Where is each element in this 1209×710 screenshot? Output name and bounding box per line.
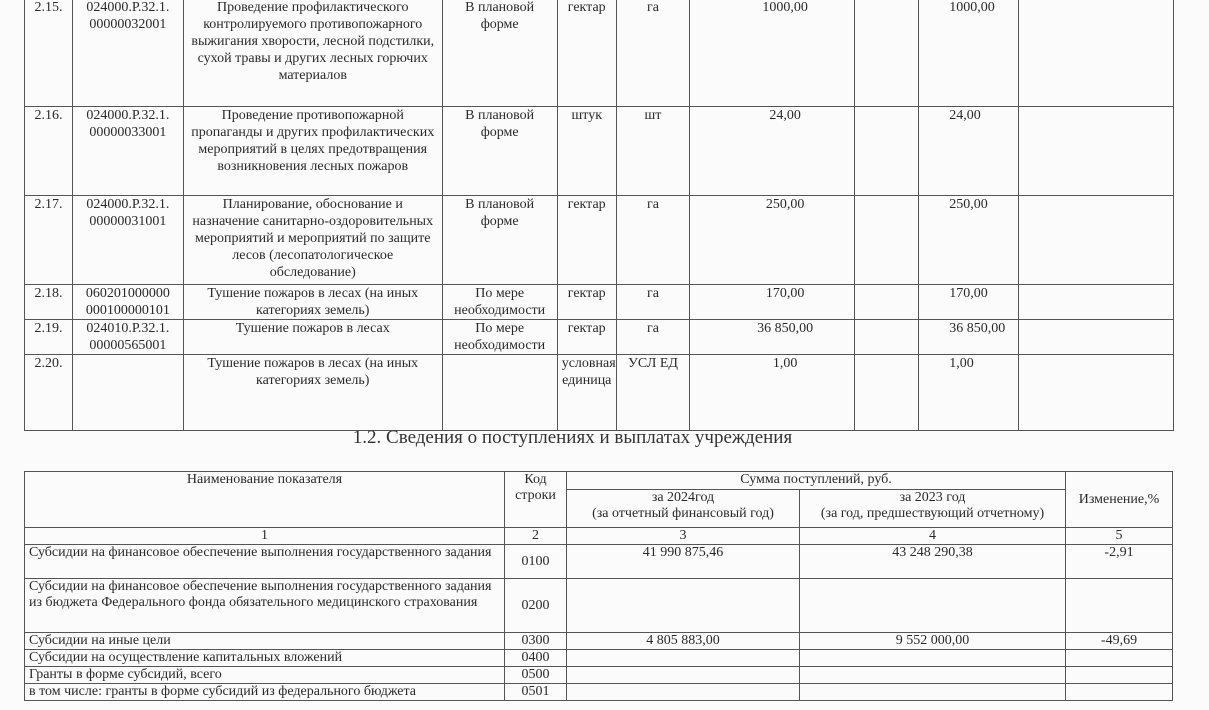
sum-2024: 4 805 883,00 [567, 633, 800, 650]
service-code: 024000.Р.32.1. 00000032001 [72, 0, 183, 107]
header-2024 [567, 490, 800, 528]
empty-cell [855, 196, 919, 285]
header-2024-sub: (за отчетный финансовый год) [592, 506, 774, 521]
column-number: 1 [25, 528, 505, 545]
service-code: 024000.Р.32.1. 00000033001 [72, 107, 183, 196]
change-percent [1066, 684, 1173, 701]
service-name: Тушение пожаров в лесах [183, 320, 442, 355]
change-percent: -2,91 [1066, 545, 1173, 579]
line-code: 0100 [505, 545, 567, 579]
change-percent [1066, 650, 1173, 667]
service-form: По мере необходимости [442, 285, 557, 320]
value-plan: 24,00 [690, 107, 855, 196]
service-row [25, 107, 1174, 196]
value-plan: 36 850,00 [690, 320, 855, 355]
empty-cell [855, 320, 919, 355]
sum-2024 [567, 579, 800, 633]
service-row [25, 320, 1174, 355]
value-fact: 250,00 [919, 196, 1019, 285]
sum-2024 [567, 650, 800, 667]
empty-cell [855, 355, 919, 431]
service-form [442, 355, 557, 431]
service-form: В плановой форме [442, 0, 557, 107]
receipts-table [24, 471, 1173, 701]
unit-name: гектар [557, 0, 616, 107]
sum-2023 [800, 667, 1066, 684]
column-number: 3 [567, 528, 800, 545]
header-2023-sub: (за год, предшествующий отчетному) [820, 506, 1045, 521]
line-code: 0300 [505, 633, 567, 650]
receipt-row [25, 545, 1173, 579]
service-row [25, 285, 1174, 320]
service-form: В плановой форме [442, 107, 557, 196]
receipt-row [25, 650, 1173, 667]
indicator-name: в том числе: гранты в форме субсидий из федерального бюджета [25, 684, 505, 701]
indicator-name: Субсидии на финансовое обеспечение выполнения государственного задания [25, 545, 505, 579]
line-code: 0200 [505, 579, 567, 633]
service-form: В плановой форме [442, 196, 557, 285]
sum-2023 [800, 579, 1066, 633]
unit-name: гектар [557, 285, 616, 320]
receipt-row [25, 684, 1173, 701]
sum-2024 [567, 667, 800, 684]
header-sum: Сумма поступлений, руб. [567, 472, 1066, 490]
empty-cell [855, 0, 919, 107]
receipt-row [25, 579, 1173, 633]
service-row [25, 0, 1174, 107]
receipt-row [25, 633, 1173, 650]
row-number: 2.15. [25, 0, 73, 107]
empty-cell [855, 107, 919, 196]
sum-2023 [800, 650, 1066, 667]
empty-cell [1019, 320, 1174, 355]
line-code: 0501 [505, 684, 567, 701]
value-fact: 170,00 [919, 285, 1019, 320]
change-percent: -49,69 [1066, 633, 1173, 650]
unit-abbr: га [616, 0, 689, 107]
column-number: 5 [1066, 528, 1173, 545]
unit-name: гектар [557, 196, 616, 285]
empty-cell [1019, 355, 1174, 431]
service-code: 060201000000 000100000101 [72, 285, 183, 320]
service-name: Проведение противопожарной пропаганды и других профилактических мероприятий в целях предотвращения возникновения лесных пожаров [183, 107, 442, 196]
empty-cell [1019, 196, 1174, 285]
service-name: Тушение пожаров в лесах (на иных категориях земель) [183, 355, 442, 431]
header-2024-year: за 2024год [651, 490, 715, 505]
value-fact: 24,00 [919, 107, 1019, 196]
sum-2024: 41 990 875,46 [567, 545, 800, 579]
sum-2023: 9 552 000,00 [800, 633, 1066, 650]
row-number: 2.19. [25, 320, 73, 355]
sum-2024 [567, 684, 800, 701]
sum-2023: 43 248 290,38 [800, 545, 1066, 579]
section-title: 1.2. Сведения о поступлениях и выплатах учреждения [352, 427, 793, 448]
indicator-name: Субсидии на финансовое обеспечение выполнения государственного задания из бюджета Федерального фонда обязательного медицинского страхования [25, 579, 505, 633]
unit-name: условная единица [557, 355, 616, 431]
column-number: 2 [505, 528, 567, 545]
unit-name: штук [557, 107, 616, 196]
services-table [24, 0, 1174, 431]
receipt-row [25, 667, 1173, 684]
empty-cell [1019, 285, 1174, 320]
service-row [25, 196, 1174, 285]
service-code [72, 355, 183, 431]
header-code: Код строки [505, 472, 567, 528]
unit-abbr: шт [616, 107, 689, 196]
change-percent [1066, 667, 1173, 684]
sum-2023 [800, 684, 1066, 701]
value-plan: 250,00 [690, 196, 855, 285]
value-plan: 170,00 [690, 285, 855, 320]
indicator-name: Гранты в форме субсидий, всего [25, 667, 505, 684]
header-2023 [800, 490, 1066, 528]
header-change: Изменение,% [1066, 472, 1173, 528]
service-code: 024000.Р.32.1. 00000031001 [72, 196, 183, 285]
row-number: 2.20. [25, 355, 73, 431]
empty-cell [1019, 0, 1174, 107]
service-form: По мере необходимости [442, 320, 557, 355]
value-plan: 1000,00 [690, 0, 855, 107]
unit-abbr: га [616, 196, 689, 285]
value-fact: 1000,00 [919, 0, 1019, 107]
unit-name: гектар [557, 320, 616, 355]
indicator-name: Субсидии на иные цели [25, 633, 505, 650]
service-code: 024010.Р.32.1. 00000565001 [72, 320, 183, 355]
value-fact: 36 850,00 [919, 320, 1019, 355]
value-fact: 1,00 [919, 355, 1019, 431]
service-name: Планирование, обоснование и назначение санитарно-оздоровительных мероприятий и мероприятий по защите лесов (лесопатологическое обследование) [183, 196, 442, 285]
unit-abbr: УСЛ ЕД [616, 355, 689, 431]
header-2023-year: за 2023 год [899, 490, 966, 505]
empty-cell [1019, 107, 1174, 196]
service-name: Проведение профилактического контролируемого противопожарного выжигания хворости, лесной подстилки, сухой травы и других лесных горючих материалов [183, 0, 442, 107]
row-number: 2.18. [25, 285, 73, 320]
row-number: 2.17. [25, 196, 73, 285]
unit-abbr: га [616, 285, 689, 320]
value-plan: 1,00 [690, 355, 855, 431]
line-code: 0500 [505, 667, 567, 684]
service-row [25, 355, 1174, 431]
indicator-name: Субсидии на осуществление капитальных вложений [25, 650, 505, 667]
column-number: 4 [800, 528, 1066, 545]
service-name: Тушение пожаров в лесах (на иных категориях земель) [183, 285, 442, 320]
empty-cell [855, 285, 919, 320]
change-percent [1066, 579, 1173, 633]
unit-abbr: га [616, 320, 689, 355]
header-name: Наименование показателя [25, 472, 505, 528]
line-code: 0400 [505, 650, 567, 667]
row-number: 2.16. [25, 107, 73, 196]
